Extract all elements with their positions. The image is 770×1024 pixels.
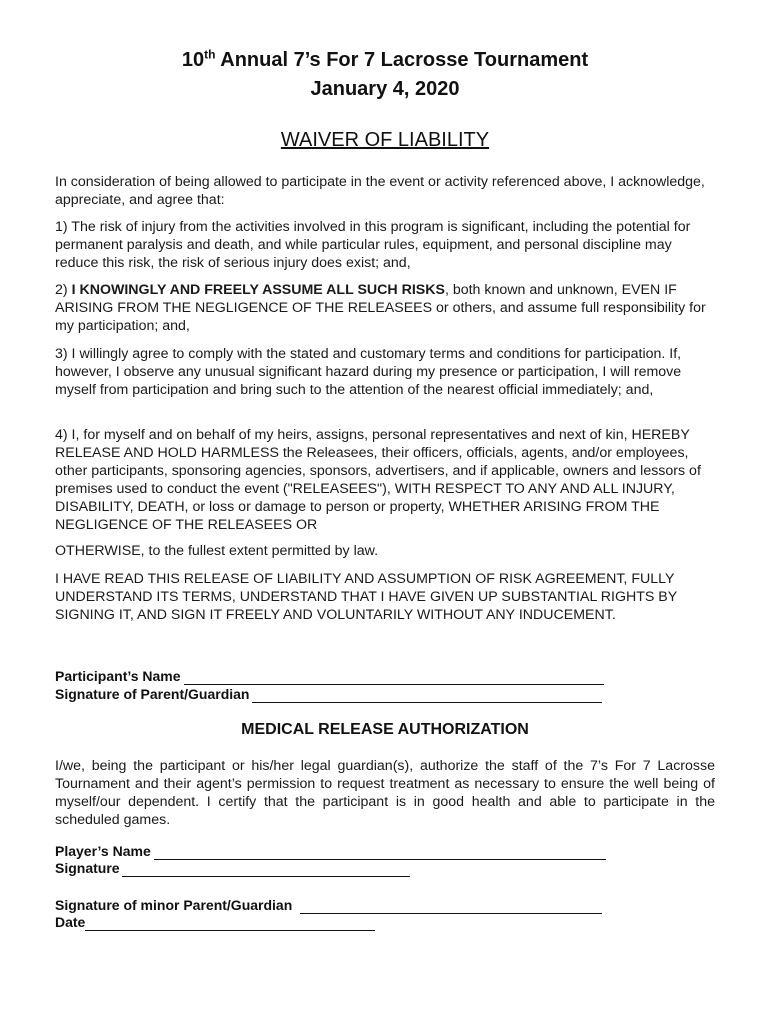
date-line[interactable] [85, 916, 375, 931]
title-number: 10 [181, 49, 205, 71]
waiver-heading-text: WAIVER OF LIABILITY [280, 129, 490, 151]
waiver-item-4: 4) I, for myself and on behalf of my heirs, assigns, personal representatives and next of kin, HEREBY RELEASE AND HOLD HARMLESS the Releasees, their officers, officials, agents, and/or employees, other participants, sponsoring agencies, sponsors, advertisers, and if applicable, owners and lessors of premises used to conduct the event ("RELEASEES"), WITH RESPECT TO ANY AND ALL INJURY, DISABILITY, DEATH, or loss or damage to person or property, WHETHER ARISING FROM THE NEGLIGENCE OF THE RELEASEES OR [55, 427, 701, 533]
player-name-line[interactable] [154, 845, 606, 860]
waiver-heading [0, 128, 770, 152]
event-date: January 4, 2020 [310, 78, 460, 100]
waiver-item-4-continued: OTHERWISE, to the fullest extent permitted by law. [55, 543, 379, 559]
participant-name-field [55, 668, 604, 685]
waiver-acknowledgement: I HAVE READ THIS RELEASE OF LIABILITY AND ASSUMPTION OF RISK AGREEMENT, FULLY UNDERSTAND ITS TERMS, UNDERSTAND THAT I HAVE GIVEN UP SUBSTANTIAL RIGHTS BY SIGNING IT, AND SIGN IT FREELY AND VOLUNTARILY WITHOUT ANY INDUCEMENT. [55, 571, 677, 623]
parent-signature-label: Signature of Parent/Guardian [55, 686, 250, 702]
medical-release-heading: MEDICAL RELEASE AUTHORIZATION [241, 721, 529, 738]
minor-parent-signature-field [55, 897, 602, 914]
medical-release-body: I/we, being the participant or his/her legal guardian(s), authorize the staff of the 7’s For 7 Lacrosse Tournament and their agent’s permission to request treatment as necessary to ensure the well being of myself/our dependent. I certify that the participant is in good health and able to participate in the scheduled games. [55, 758, 715, 828]
waiver-intro: In consideration of being allowed to participate in the event or activity referenced above, I acknowledge, appreciate, and agree that: [55, 174, 705, 208]
document-title [0, 48, 770, 72]
minor-parent-signature-label: Signature of minor Parent/Guardian [55, 897, 293, 913]
player-name-field [55, 843, 606, 860]
parent-signature-field [55, 686, 602, 703]
player-name-label: Player’s Name [55, 843, 151, 859]
waiver-item-2-bold: I KNOWINGLY AND FREELY ASSUME ALL SUCH RISKS [71, 282, 445, 298]
parent-signature-line[interactable] [252, 688, 602, 703]
player-signature-label: Signature [55, 860, 120, 876]
waiver-item-2-number: 2) [55, 282, 72, 298]
participant-name-line[interactable] [184, 670, 604, 685]
player-signature-field [55, 860, 410, 877]
minor-parent-signature-line[interactable] [300, 899, 602, 914]
player-signature-line[interactable] [122, 862, 410, 877]
waiver-item-2 [55, 281, 717, 335]
title-ordinal-suffix: th [204, 47, 216, 62]
waiver-item-3: 3) I willingly agree to comply with the stated and customary terms and conditions for participation. If, however, I observe any unusual significant hazard during my presence or participation, I will remove myself from participation and bring such to the attention of the nearest official immediately; and, [55, 346, 682, 398]
date-field [55, 914, 375, 931]
date-label: Date [55, 914, 86, 930]
waiver-item-2-text: , both known and unknown, EVEN IF ARISING FROM THE NEGLIGENCE OF THE RELEASEES or others, and assume full responsibility for my participation; and, [55, 282, 706, 334]
participant-name-label: Participant’s Name [55, 668, 181, 684]
title-text: Annual 7’s For 7 Lacrosse Tournament [215, 49, 589, 71]
waiver-item-1: 1) The risk of injury from the activities involved in this program is significant, including the potential for permanent paralysis and death, and while particular rules, equipment, and personal discipline may reduce this risk, the risk of serious injury does exist; and, [55, 219, 691, 271]
